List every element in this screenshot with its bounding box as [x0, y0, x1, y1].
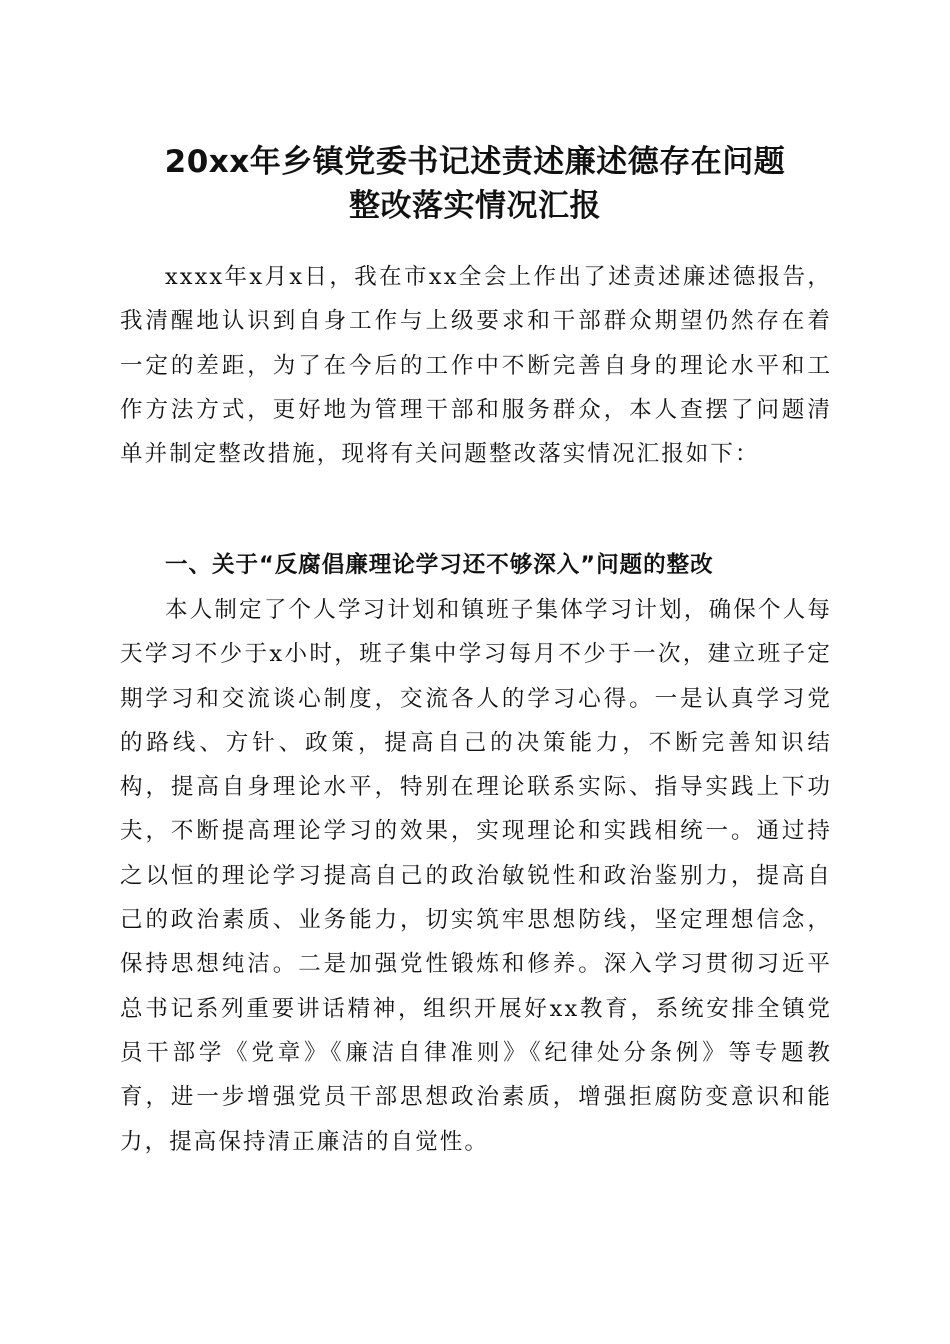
- section-heading-1: 一、关于“反腐倡廉理论学习还不够深入”问题的整改: [165, 552, 714, 578]
- document-title-line-1: 20xx年乡镇党委书记述责述廉述德存在问题: [164, 144, 786, 180]
- intro-paragraph: xxxx年x月x日，我在市xx全会上作出了述责述廉述德报告，我清醒地认识到自身工作与上级要求和干部群众期望仍然存在着一定的差距，为了在今后的工作中不断完善自身的理论水平和工作方法方式，更好地为管理干部和服务群众，本人查摆了问题清单并制定整改措施，现将有关问题整改落实情况汇报如下：: [120, 264, 832, 468]
- document-title-line-2: 整改落实情况汇报: [349, 188, 601, 224]
- section-1-paragraph: 本人制定了个人学习计划和镇班子集体学习计划，确保个人每天学习不少于x小时，班子集中学习每月不少于一次，建立班子定期学习和交流谈心制度，交流各人的学习心得。一是认真学习党的路线、方针、政策，提高自己的决策能力，不断完善知识结构，提高自身理论水平，特别在理论联系实际、指导实践上下功夫，不断提高理论学习的效果，实现理论和实践相统一。通过持之以恒的理论学习提高自己的政治敏锐性和政治鉴别力，提高自己的政治素质、业务能力，切实筑牢思想防线，坚定理想信念，保持思想纯洁。二是加强党性锻炼和修养。深入学习贯彻习近平总书记系列重要讲话精神，组织开展好xx教育，系统安排全镇党员干部学《党章》《廉洁自律准则》《纪律处分条例》等专题教育，进一步增强党员干部思想政治素质，增强拒腐防变意识和能力，提高保持清正廉洁的自觉性。: [120, 597, 832, 1155]
